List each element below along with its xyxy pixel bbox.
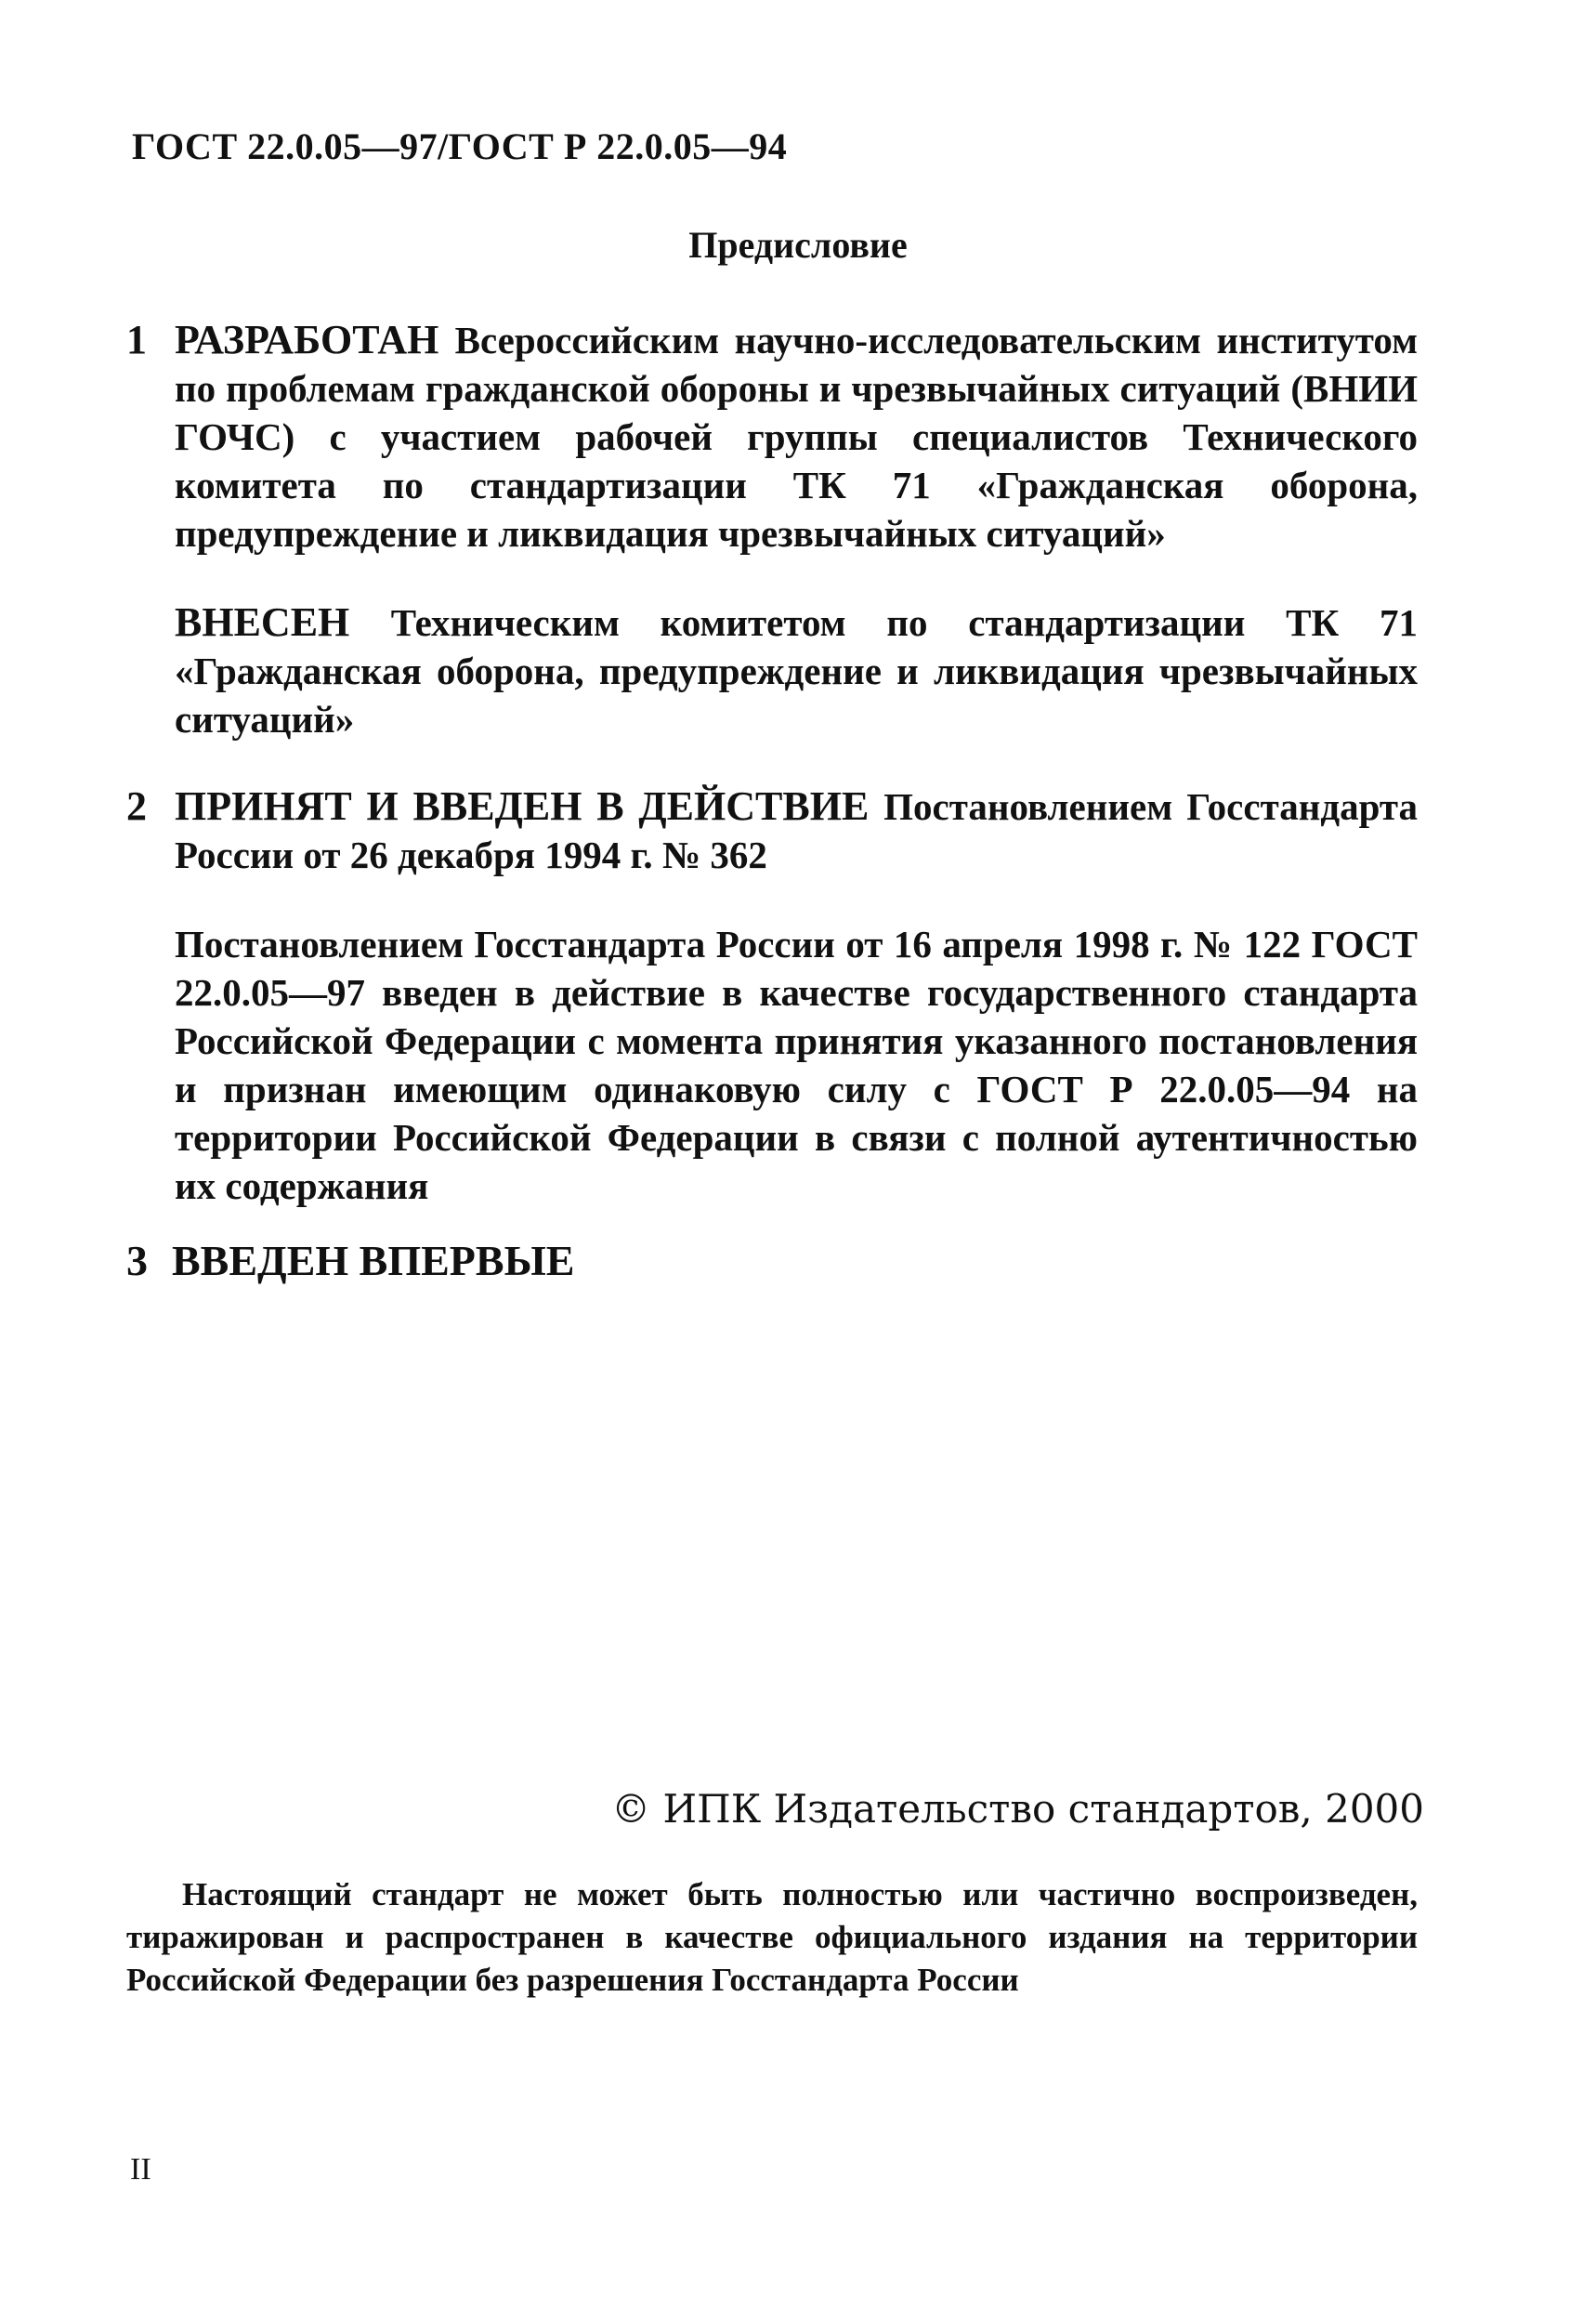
item-number: 1 (126, 317, 147, 362)
item-number: 2 (126, 783, 147, 829)
item-lead: ВНЕСЕН (175, 599, 391, 645)
item-lead: ПРИНЯТ И ВВЕДЕН В ДЕЙСТВИЕ (175, 783, 884, 829)
item-body (175, 782, 1418, 879)
foreword-item-1-sub (175, 598, 1418, 743)
document-designation: ГОСТ 22.0.05—97/ГОСТ Р 22.0.05—94 (132, 125, 788, 167)
item-lead: ВВЕДЕН ВПЕРВЫЕ (172, 1237, 575, 1284)
item-lead: РАЗРАБОТАН (175, 317, 455, 362)
foreword-item-2 (126, 782, 1418, 879)
foreword-item-1 (126, 316, 1418, 558)
foreword-item-2-sub (175, 920, 1418, 1210)
item-text: Техническим комитетом по стандартизации ТК 71 «Гражданская оборона, предупреждение и ликвидация чрезвычайных ситуаций» (175, 601, 1418, 741)
item-number: 3 (126, 1237, 148, 1284)
foreword-item-3 (126, 1236, 574, 1285)
item-text: Всероссийским научно-исследовательским институтом по проблемам гражданской обороны и чрезвычайных ситуаций (ВНИИ ГОЧС) с участием рабочей группы специалистов Технического комитета по стандартизации ТК 71 «Гражданская оборона, предупреждение и ликвидация чрезвычайных ситуаций» (175, 319, 1418, 555)
reproduction-notice: Настоящий стандарт не может быть полностью или частично воспроизведен, тиражирован и распространен в качестве официального издания на территории Российской Федерации без разрешения Госстандарта России (126, 1876, 1418, 1998)
page-title: Предисловие (688, 224, 908, 266)
item-text: Постановлением Госстандарта России от 16 апреля 1998 г. № 122 ГОСТ 22.0.05—97 введен в действие в качестве государственного стандарта Российской Федерации с момента принятия указанного постановления и признан имеющим одинаковую силу с ГОСТ Р 22.0.05—94 на территории Российской Федерации в связи с полной аутентичностью их содержания (175, 923, 1418, 1207)
copyright-line: © ИПК Издательство стандартов, 2000 (611, 1786, 1424, 1832)
item-body (175, 316, 1418, 558)
item-text: Постановлением Госстандарта России от 26 декабря 1994 г. № 362 (175, 785, 1418, 876)
page-number: II (130, 2152, 151, 2187)
